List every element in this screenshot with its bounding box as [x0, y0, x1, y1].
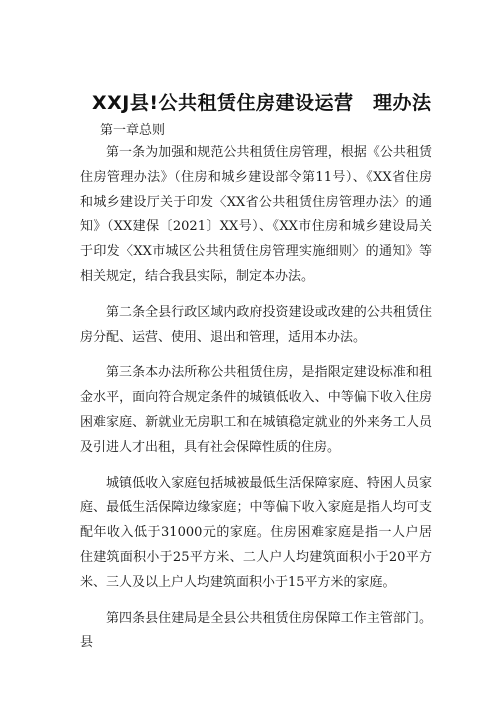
- article-1-paragraph: 第一条为加强和规范公共租赁住房管理，根据《公共租赁住房管理办法》（住房和城乡建设部令第11号）、《XX省住房和城乡建设厅关于印发〈XX省公共租赁住房管理办法〉的通知》（XX建保〔2021〕XX号）、《XX市住房和城乡建设局关于印发〈XX市城区公共租赁住房管理实施细则〉的通知》等相关规定，结合我县实际，制定本办法。: [80, 145, 432, 284]
- article-3-paragraph: 第三条本办法所称公共租赁住房，是指限定建设标准和租金水平，面向符合规定条件的城镇低收入、中等偏下收入住房困难家庭、新就业无房职工和在城镇稳定就业的外来务工人员及引进人才出租，具有社会保障性质的住房。: [80, 365, 432, 455]
- document-body: [80, 141, 432, 656]
- article-4-paragraph: 第四条县住建局是全县公共租赁住房保障工作主管部门。县: [80, 610, 432, 651]
- document-title: XXJ县!公共租赁住房建设运营 理办法: [92, 92, 432, 114]
- chapter-heading: 第一章总则: [100, 123, 166, 138]
- article-3-supplement-paragraph: 城镇低收入家庭包括城被最低生活保障家庭、特困人员家庭、最低生活保障边缘家庭；中等偏下收入家庭是指人均可支配年收入低于31000元的家庭。住房困难家庭是指一人户居住建筑面积小于25平方米、二人户人均建筑面积小于20平方米、三人及以上户人均建筑面积小于15平方米的家庭。: [80, 475, 432, 590]
- article-2-paragraph: 第二条全县行政区域内政府投资建设或改建的公共租赁住房分配、运营、使用、退出和管理，适用本办法。: [80, 304, 432, 345]
